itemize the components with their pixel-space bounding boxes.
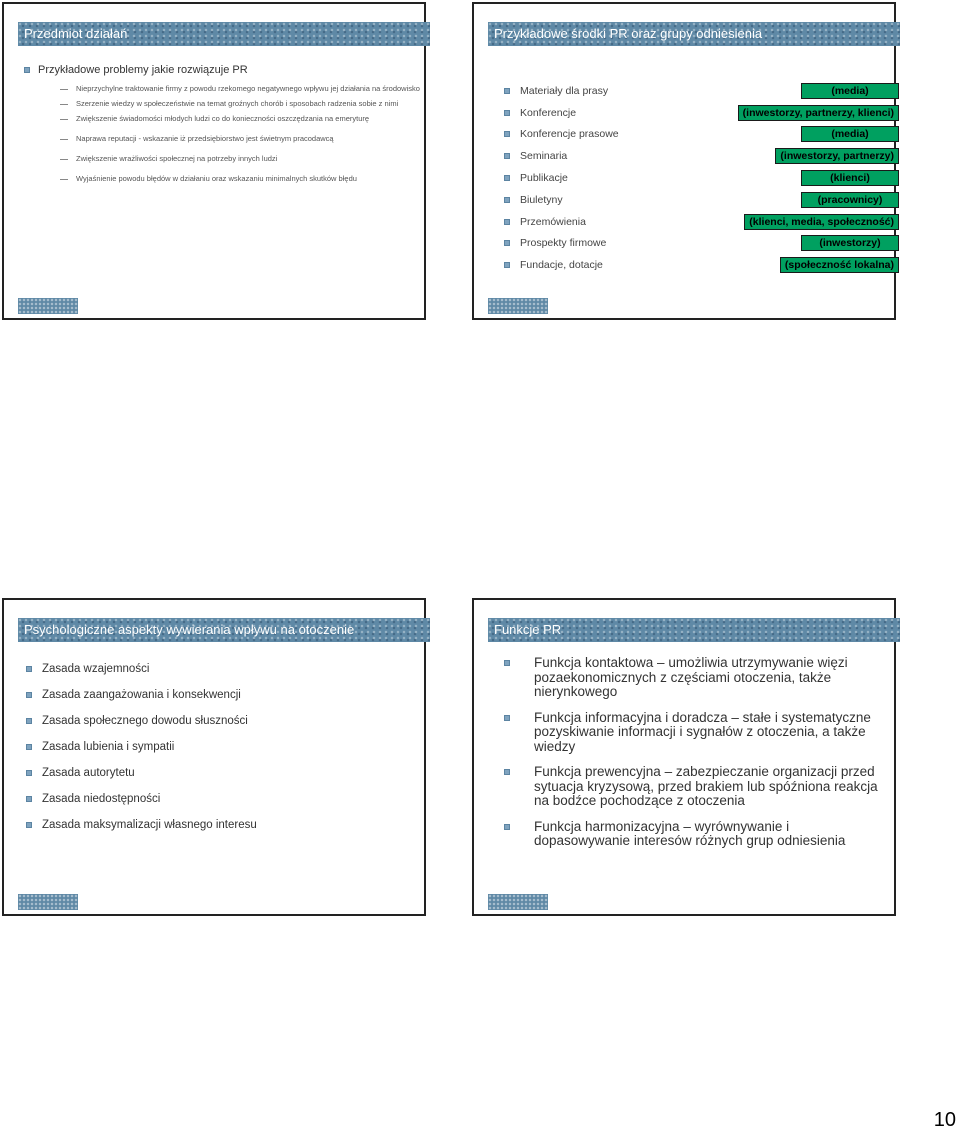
square-bullet-icon (504, 219, 510, 225)
list-item: Fundacje, dotacje (504, 254, 619, 276)
slide-title-bar (18, 22, 430, 46)
groups-list (654, 80, 899, 276)
slide-title: Przedmiot działań (24, 26, 128, 41)
list-item (654, 145, 899, 167)
list-item: Seminaria (504, 145, 619, 167)
slide-title-bar (488, 618, 900, 642)
square-bullet-icon (504, 110, 510, 116)
group-tag: (klienci, media, społeczność) (744, 214, 899, 230)
slide-title-bar (18, 618, 430, 642)
functions-list (504, 656, 884, 860)
list-item: Przemówienia (504, 211, 619, 233)
list-item: Zasada lubienia i sympatii (26, 734, 257, 760)
list-item: Konferencje (504, 102, 619, 124)
square-bullet-icon (504, 660, 510, 666)
square-bullet-icon (504, 153, 510, 159)
square-bullet-icon (504, 715, 510, 721)
square-bullet-icon (24, 67, 30, 73)
square-bullet-icon (504, 262, 510, 268)
slide-title: Przykładowe środki PR oraz grupy odniesienia (494, 26, 763, 41)
slide-title: Psychologiczne aspekty wywierania wpływu na otoczenie (24, 622, 355, 637)
list-item: Zasada wzajemności (26, 656, 257, 682)
list-item: Nieprzychylne traktowanie firmy z powodu rzekomego negatywnego wpływu jej działania na środowisko (60, 84, 420, 93)
list-item: Funkcja harmonizacyjna – wyrównywanie i dopasowywanie interesów różnych grup odniesienia (504, 820, 884, 849)
square-bullet-icon (504, 824, 510, 830)
square-bullet-icon (26, 796, 32, 802)
square-bullet-icon (26, 666, 32, 672)
footer-logo (18, 298, 78, 314)
problem-list (60, 84, 420, 194)
slide-psychology (2, 598, 426, 916)
dash-bullet-icon (60, 139, 68, 140)
footer-logo (488, 298, 548, 314)
square-bullet-icon (26, 744, 32, 750)
list-item: Funkcja prewencyjna – zabezpieczanie organizacji przed sytuacja kryzysową, przed brakiem lub spóźniona reakcja na bodźce pochodzące z otoczenia (504, 765, 884, 809)
dash-bullet-icon (60, 104, 68, 105)
group-tag: (klienci) (801, 170, 899, 186)
list-item: Publikacje (504, 167, 619, 189)
dash-bullet-icon (60, 89, 68, 90)
list-item (654, 211, 899, 233)
square-bullet-icon (26, 770, 32, 776)
square-bullet-icon (504, 175, 510, 181)
list-item (654, 80, 899, 102)
dash-bullet-icon (60, 119, 68, 120)
list-item (654, 189, 899, 211)
list-item: Biuletyny (504, 189, 619, 211)
square-bullet-icon (504, 88, 510, 94)
slide-pr-means (472, 2, 896, 320)
group-tag: (inwestorzy, partnerzy) (775, 148, 899, 164)
group-tag: (inwestorzy) (801, 235, 899, 251)
list-item: Prospekty firmowe (504, 233, 619, 255)
slide-title-bar (488, 22, 900, 46)
group-tag: (społeczność lokalna) (780, 257, 899, 273)
square-bullet-icon (504, 197, 510, 203)
list-item: Funkcja kontaktowa – umożliwia utrzymywanie więzi pozaekonomicznych z częściami otoczenia, także nierynkowego (504, 656, 884, 700)
list-item: Zwiększenie wrażliwości społecznej na potrzeby innych ludzi (60, 154, 420, 163)
group-tag: (media) (801, 83, 899, 99)
list-item: Konferencje prasowe (504, 124, 619, 146)
list-item (654, 124, 899, 146)
list-item (654, 102, 899, 124)
square-bullet-icon (504, 240, 510, 246)
square-bullet-icon (504, 131, 510, 137)
dash-bullet-icon (60, 179, 68, 180)
group-tag: (inwestorzy, partnerzy, klienci) (738, 105, 899, 121)
list-item (654, 167, 899, 189)
list-item: Zwiększenie świadomości młodych ludzi co do konieczności oszczędzania na emeryturę (60, 114, 420, 123)
means-list (504, 80, 619, 276)
list-item (654, 254, 899, 276)
heading: Przykładowe problemy jakie rozwiązuje PR (38, 64, 248, 76)
page-number: 10 (933, 1109, 956, 1131)
list-item: Zasada społecznego dowodu słuszności (26, 708, 257, 734)
square-bullet-icon (26, 692, 32, 698)
heading-row (24, 64, 248, 76)
list-item: Zasada maksymalizacji własnego interesu (26, 812, 257, 838)
dash-bullet-icon (60, 159, 68, 160)
slide-pr-functions (472, 598, 896, 916)
group-tag: (media) (801, 126, 899, 142)
list-item: Zasada zaangażowania i konsekwencji (26, 682, 257, 708)
list-item: Naprawa reputacji - wskazanie iż przedsiębiorstwo jest świetnym pracodawcą (60, 134, 420, 143)
list-item: Zasada niedostępności (26, 786, 257, 812)
slide-problems (2, 2, 426, 320)
list-item (654, 233, 899, 255)
list-item: Funkcja informacyjna i doradcza – stałe i systematyczne pozyskiwanie informacji i sygnałów z otoczenia, a także wiedzy (504, 711, 884, 755)
footer-logo (488, 894, 548, 910)
square-bullet-icon (504, 769, 510, 775)
list-item: Wyjaśnienie powodu błędów w działaniu oraz wskazaniu minimalnych skutków błędu (60, 174, 420, 183)
square-bullet-icon (26, 822, 32, 828)
principles-list (26, 656, 257, 838)
list-item: Materiały dla prasy (504, 80, 619, 102)
group-tag: (pracownicy) (801, 192, 899, 208)
list-item: Szerzenie wiedzy w społeczeństwie na temat groźnych chorób i sposobach radzenia sobie z nimi (60, 99, 420, 108)
list-item: Zasada autorytetu (26, 760, 257, 786)
footer-logo (18, 894, 78, 910)
slide-title: Funkcje PR (494, 622, 562, 637)
square-bullet-icon (26, 718, 32, 724)
